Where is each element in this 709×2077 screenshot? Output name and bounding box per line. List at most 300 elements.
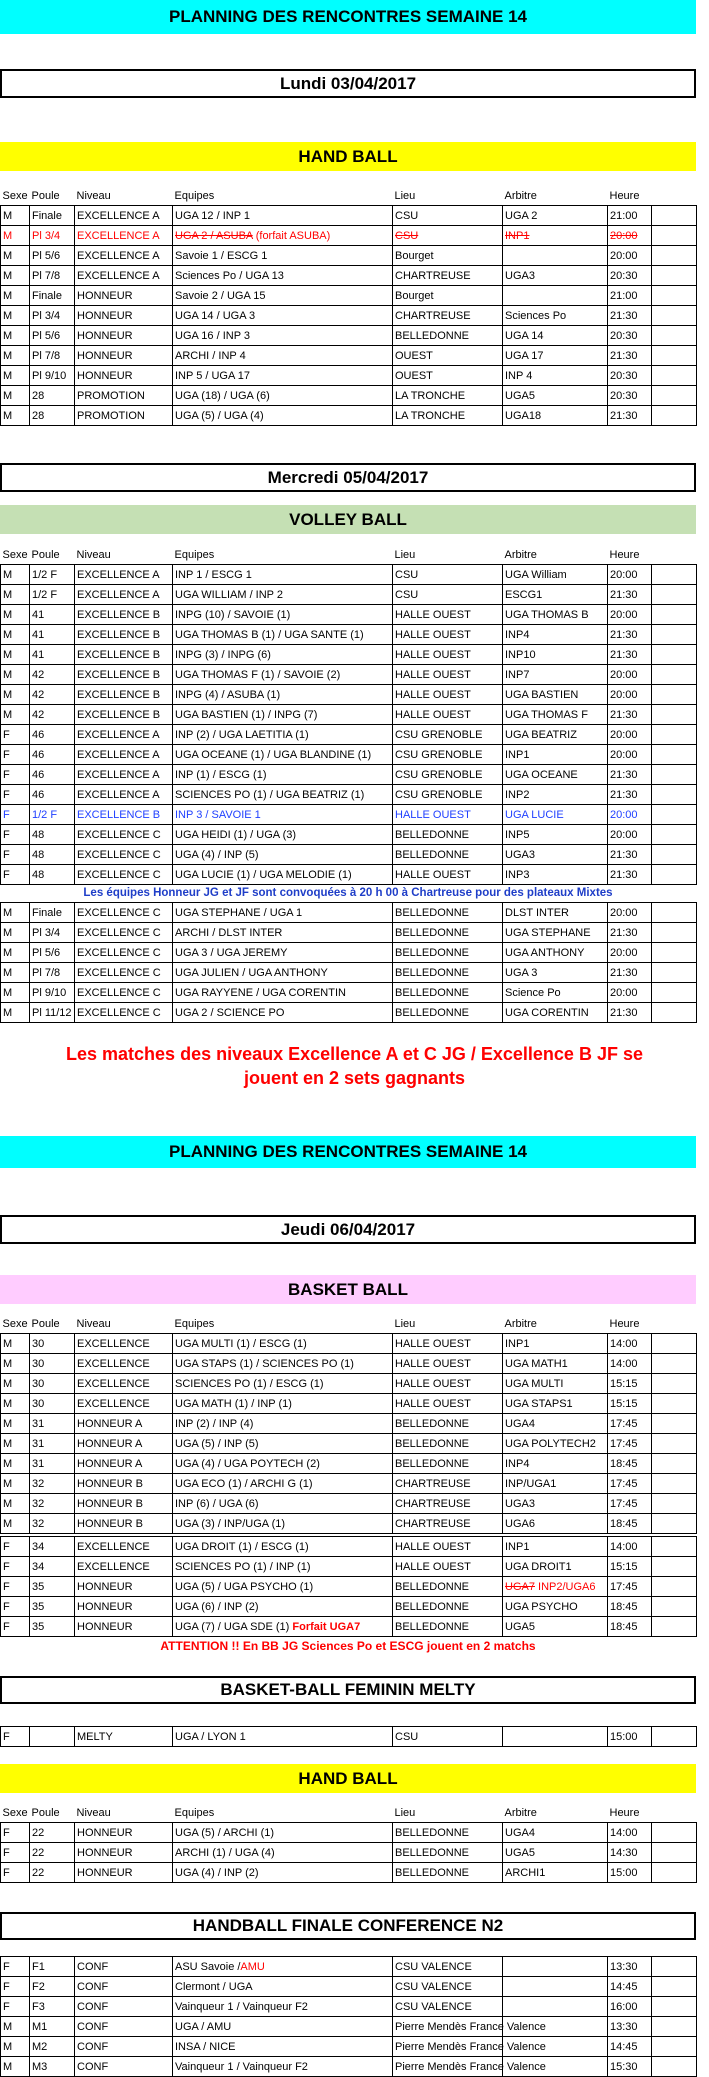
arbitre-cell: [503, 1997, 608, 2017]
sexe-cell: M: [1, 246, 30, 266]
equipes-cell: ASU Savoie /AMU: [173, 1957, 393, 1977]
poule-cell: 42: [30, 685, 75, 705]
spacer-cell: [652, 1727, 697, 1747]
planning-header-2: PLANNING DES RENCONTRES SEMAINE 14: [0, 1136, 696, 1168]
poule-cell: 35: [30, 1577, 75, 1597]
poule-cell: 35: [30, 1597, 75, 1617]
niveau-cell: EXCELLENCE A: [75, 765, 173, 785]
heure-cell: 21:30: [608, 785, 652, 805]
niveau-cell: EXCELLENCE C: [75, 923, 173, 943]
heure-cell: 21:30: [608, 865, 652, 885]
lieu-cell: Pierre Mendès France Valence: [393, 2017, 503, 2037]
niveau-cell: CONF: [75, 2057, 173, 2077]
spacer-cell: [652, 286, 697, 306]
equipes-cell: SCIENCES PO (1) / INP (1): [173, 1557, 393, 1577]
poule-cell: 30: [30, 1394, 75, 1414]
sport-header-volleyball: VOLLEY BALL: [0, 505, 696, 534]
sexe-cell: M: [1, 1354, 30, 1374]
equipes-cell: INP 1 / ESCG 1: [173, 565, 393, 585]
table-row: [1, 1003, 697, 1023]
equipes-cell: UGA (7) / UGA SDE (1) Forfait UGA7: [173, 1617, 393, 1637]
poule-cell: 28: [30, 386, 75, 406]
niveau-cell: EXCELLENCE A: [75, 266, 173, 286]
equipes-cell: UGA HEIDI (1) / UGA (3): [173, 825, 393, 845]
niveau-cell: EXCELLENCE C: [75, 983, 173, 1003]
sexe-cell: F: [1, 1617, 30, 1637]
equipes-cell: UGA RAYYENE / UGA CORENTIN: [173, 983, 393, 1003]
sexe-cell: F: [1, 1863, 30, 1883]
lieu-cell: HALLE OUEST: [393, 1557, 503, 1577]
spacer-cell: [652, 366, 697, 386]
lieu-cell: BELLEDONNE: [393, 923, 503, 943]
sexe-cell: M: [1, 2017, 30, 2037]
niveau-cell: HONNEUR A: [75, 1454, 173, 1474]
poule-cell: 22: [30, 1823, 75, 1843]
spacer-cell: [652, 845, 697, 865]
lieu-cell: BELLEDONNE: [393, 1434, 503, 1454]
heure-cell: 17:45: [608, 1434, 652, 1454]
lieu-cell: HALLE OUEST: [393, 705, 503, 725]
table-row: [1, 1977, 697, 1997]
sexe-cell: M: [1, 685, 30, 705]
lieu-cell: CSU: [393, 565, 503, 585]
heure-cell: 21:30: [608, 963, 652, 983]
spacer-cell: [652, 903, 697, 923]
column-header: Niveau: [76, 1318, 111, 1330]
poule-cell: F1: [30, 1957, 75, 1977]
sexe-cell: F: [1, 845, 30, 865]
arbitre-cell: UGA BEATRIZ: [503, 725, 608, 745]
equipes-cell: UGA (3) / INP/UGA (1): [173, 1514, 393, 1534]
spacer-cell: [652, 923, 697, 943]
poule-cell: M2: [30, 2037, 75, 2057]
lieu-cell: BELLEDONNE: [393, 1414, 503, 1434]
niveau-cell: EXCELLENCE A: [75, 565, 173, 585]
arbitre-cell: [503, 1727, 608, 1747]
poule-cell: Pl 7/8: [30, 266, 75, 286]
arbitre-cell: UGA OCEANE: [503, 765, 608, 785]
niveau-cell: HONNEUR B: [75, 1514, 173, 1534]
table-row: [1, 1957, 697, 1977]
niveau-cell: CONF: [75, 2037, 173, 2057]
poule-cell: 31: [30, 1434, 75, 1454]
lieu-cell: CSU GRENOBLE: [393, 785, 503, 805]
niveau-cell: HONNEUR B: [75, 1474, 173, 1494]
sexe-cell: M: [1, 1514, 30, 1534]
column-header: Lieu: [394, 1318, 416, 1330]
heure-cell: 21:30: [608, 765, 652, 785]
table-row: [1, 1617, 697, 1637]
table-row: [1, 1414, 697, 1434]
poule-cell: 1/2 F: [30, 565, 75, 585]
lieu-cell: CSU VALENCE: [393, 1957, 503, 1977]
arbitre-cell: UGA 3: [503, 963, 608, 983]
poule-cell: 30: [30, 1354, 75, 1374]
sexe-cell: M: [1, 366, 30, 386]
arbitre-cell: INP 4: [503, 366, 608, 386]
lieu-cell: HALLE OUEST: [393, 1394, 503, 1414]
heure-cell: 15:15: [608, 1394, 652, 1414]
arbitre-cell: INP4: [503, 1454, 608, 1474]
equipes-cell: ARCHI / DLST INTER: [173, 923, 393, 943]
table-row: [1, 406, 697, 426]
equipes-cell: INP 3 / SAVOIE 1: [173, 805, 393, 825]
sexe-cell: M: [1, 1334, 30, 1354]
table-row: [1, 1434, 697, 1454]
arbitre-cell: INP3: [503, 865, 608, 885]
sexe-cell: F: [1, 1997, 30, 2017]
equipes-cell: UGA THOMAS B (1) / UGA SANTE (1): [173, 625, 393, 645]
niveau-cell: HONNEUR: [75, 1823, 173, 1843]
sexe-cell: F: [1, 1577, 30, 1597]
poule-cell: 32: [30, 1494, 75, 1514]
day-header-jeudi: Jeudi 06/04/2017: [0, 1215, 696, 1244]
sexe-cell: M: [1, 923, 30, 943]
equipes-cell: ARCHI (1) / UGA (4): [173, 1843, 393, 1863]
table-row: [1, 705, 697, 725]
day-header-lundi: Lundi 03/04/2017: [0, 69, 696, 98]
poule-cell: F2: [30, 1977, 75, 1997]
column-header: Sexe: [2, 1318, 28, 1330]
spacer-cell: [652, 1577, 697, 1597]
heure-cell: 20:00: [608, 685, 652, 705]
heure-cell: 18:45: [608, 1597, 652, 1617]
heure-cell: 21:30: [608, 645, 652, 665]
poule-cell: 46: [30, 725, 75, 745]
column-header: Niveau: [76, 549, 111, 561]
table-row: [1, 1537, 697, 1557]
sexe-cell: M: [1, 585, 30, 605]
niveau-cell: EXCELLENCE B: [75, 645, 173, 665]
poule-cell: F3: [30, 1997, 75, 2017]
lieu-cell: Pierre Mendès France Valence: [393, 2057, 503, 2077]
heure-cell: 14:00: [608, 1823, 652, 1843]
heure-cell: 21:30: [608, 1003, 652, 1023]
lieu-cell: BELLEDONNE: [393, 1454, 503, 1474]
arbitre-cell: UGA POLYTECH2: [503, 1434, 608, 1454]
arbitre-cell: UGA5: [503, 386, 608, 406]
spacer-cell: [652, 1843, 697, 1863]
lieu-cell: BELLEDONNE: [393, 1577, 503, 1597]
poule-cell: 22: [30, 1843, 75, 1863]
poule-cell: 32: [30, 1514, 75, 1534]
niveau-cell: EXCELLENCE B: [75, 805, 173, 825]
sexe-cell: M: [1, 983, 30, 1003]
sport-header-basketball: BASKET BALL: [0, 1275, 696, 1304]
sexe-cell: M: [1, 1474, 30, 1494]
equipes-cell: Sciences Po / UGA 13: [173, 266, 393, 286]
sexe-cell: M: [1, 1454, 30, 1474]
equipes-cell: UGA THOMAS F (1) / SAVOIE (2): [173, 665, 393, 685]
lieu-cell: BELLEDONNE: [393, 825, 503, 845]
spacer-cell: [652, 805, 697, 825]
equipes-cell: Vainqueur 1 / Vainqueur F2: [173, 1997, 393, 2017]
sexe-cell: F: [1, 1843, 30, 1863]
heure-cell: 17:45: [608, 1577, 652, 1597]
arbitre-cell: ARCHI1: [503, 1863, 608, 1883]
forfait-uga7-note: Forfait UGA7: [292, 1620, 361, 1633]
lieu-cell: Pierre Mendès France Valence: [393, 2037, 503, 2057]
arbitre-cell: UGA 14: [503, 326, 608, 346]
niveau-cell: EXCELLENCE A: [75, 725, 173, 745]
table-row: [1, 685, 697, 705]
equipes-cell: SCIENCES PO (1) / ESCG (1): [173, 1374, 393, 1394]
equipes-cell: INP (1) / ESCG (1): [173, 765, 393, 785]
lieu-cell: CHARTREUSE: [393, 1474, 503, 1494]
lieu-cell: OUEST: [393, 366, 503, 386]
table-row: [1, 725, 697, 745]
sexe-cell: F: [1, 785, 30, 805]
forfait-note: (forfait ASUBA): [255, 229, 331, 242]
lieu-cell: HALLE OUEST: [393, 805, 503, 825]
equipes-cell: UGA BASTIEN (1) / INPG (7): [173, 705, 393, 725]
heure-cell: 21:30: [608, 346, 652, 366]
table-row: [1, 903, 697, 923]
column-header: Arbitre: [504, 549, 537, 561]
heure-cell: 15:00: [608, 1863, 652, 1883]
lieu-cell: BELLEDONNE: [393, 845, 503, 865]
spacer-cell: [652, 2017, 697, 2037]
heure-cell: 20:00: [608, 805, 652, 825]
table-row: [1, 1997, 697, 2017]
sexe-cell: M: [1, 1374, 30, 1394]
lieu-cell: CHARTREUSE: [393, 1494, 503, 1514]
arbitre-cell: UGA6: [503, 1514, 608, 1534]
poule-cell: 31: [30, 1454, 75, 1474]
arbitre-cell: UGA William: [503, 565, 608, 585]
poule-cell: 46: [30, 745, 75, 765]
heure-cell: 14:00: [608, 1334, 652, 1354]
volley-table-2: [0, 902, 697, 1023]
sexe-cell: M: [1, 705, 30, 725]
arbitre-cell: INP1: [503, 1537, 608, 1557]
arbitre-cell: UGA ANTHONY: [503, 943, 608, 963]
lieu-cell: CSU VALENCE: [393, 1997, 503, 2017]
table-row: [1, 266, 697, 286]
spacer-cell: [652, 685, 697, 705]
niveau-cell: EXCELLENCE C: [75, 963, 173, 983]
spacer-cell: [652, 326, 697, 346]
table-row: [1, 765, 697, 785]
equipes-cell: UGA ECO (1) / ARCHI G (1): [173, 1474, 393, 1494]
poule-cell: 48: [30, 865, 75, 885]
heure-cell: 20:00: [608, 943, 652, 963]
sexe-cell: F: [1, 765, 30, 785]
table-row: [1, 1597, 697, 1617]
niveau-cell: EXCELLENCE B: [75, 625, 173, 645]
table-row: [1, 2037, 697, 2057]
poule-cell: 41: [30, 625, 75, 645]
table-row: [1, 923, 697, 943]
niveau-cell: HONNEUR: [75, 306, 173, 326]
column-header: Equipes: [174, 549, 215, 561]
sexe-cell: M: [1, 2057, 30, 2077]
equipes-cell: UGA 3 / UGA JEREMY: [173, 943, 393, 963]
poule-cell: 30: [30, 1334, 75, 1354]
melty-table: [0, 1726, 697, 1747]
niveau-cell: HONNEUR: [75, 1597, 173, 1617]
equipes-cell: UGA WILLIAM / INP 2: [173, 585, 393, 605]
poule-cell: Pl 9/10: [30, 366, 75, 386]
table-row: [1, 585, 697, 605]
table-row: [1, 226, 697, 246]
column-header: Heure: [609, 549, 640, 561]
table-row: [1, 865, 697, 885]
column-header: Niveau: [76, 1807, 111, 1819]
spacer-cell: [652, 386, 697, 406]
column-header: Sexe: [2, 1807, 28, 1819]
arbitre-cell: [503, 1977, 608, 1997]
column-header: Arbitre: [504, 1318, 537, 1330]
spacer-cell: [652, 1394, 697, 1414]
equipes-cell: UGA OCEANE (1) / UGA BLANDINE (1): [173, 745, 393, 765]
sexe-cell: M: [1, 963, 30, 983]
sport-header-handball-2: HAND BALL: [0, 1764, 696, 1793]
poule-cell: Pl 3/4: [30, 226, 75, 246]
lieu-cell: CHARTREUSE: [393, 266, 503, 286]
lieu-cell: BELLEDONNE: [393, 326, 503, 346]
table-row: [1, 805, 697, 825]
poule-cell: 48: [30, 825, 75, 845]
heure-cell: 18:45: [608, 1514, 652, 1534]
heure-cell: 21:30: [608, 705, 652, 725]
equipes-cell: UGA (5) / UGA (4): [173, 406, 393, 426]
equipes-cell: INP (2) / INP (4): [173, 1414, 393, 1434]
table-row: [1, 1454, 697, 1474]
heure-cell: 21:30: [608, 845, 652, 865]
arbitre-cell: UGA DROIT1: [503, 1557, 608, 1577]
arbitre-cell: UGA3: [503, 845, 608, 865]
poule-cell: 34: [30, 1537, 75, 1557]
spacer-cell: [652, 943, 697, 963]
poule-cell: Finale: [30, 206, 75, 226]
lieu-cell: BELLEDONNE: [393, 1863, 503, 1883]
niveau-cell: HONNEUR: [75, 346, 173, 366]
spacer-cell: [652, 1557, 697, 1577]
poule-cell: Pl 7/8: [30, 346, 75, 366]
sexe-cell: M: [1, 1434, 30, 1454]
niveau-cell: EXCELLENCE B: [75, 705, 173, 725]
heure-cell: 14:45: [608, 1977, 652, 1997]
poule-cell: Finale: [30, 903, 75, 923]
niveau-cell: EXCELLENCE: [75, 1334, 173, 1354]
sexe-cell: M: [1, 226, 30, 246]
arbitre-cell: UGA THOMAS B: [503, 605, 608, 625]
table-row: [1, 1334, 697, 1354]
spacer-cell: [652, 1823, 697, 1843]
equipes-cell: INP (2) / UGA LAETITIA (1): [173, 725, 393, 745]
niveau-cell: EXCELLENCE C: [75, 943, 173, 963]
arbitre-cell: UGA MULTI: [503, 1374, 608, 1394]
arbitre-cell: [503, 246, 608, 266]
spacer-cell: [652, 725, 697, 745]
poule-cell: 28: [30, 406, 75, 426]
equipes-cell: Vainqueur 1 / Vainqueur F2: [173, 2057, 393, 2077]
arbitre-cell: INP5: [503, 825, 608, 845]
niveau-cell: HONNEUR A: [75, 1434, 173, 1454]
final-table: [0, 1956, 697, 2077]
heure-cell: 20:00: [608, 983, 652, 1003]
spacer-cell: [652, 1597, 697, 1617]
arbitre-replacement: INP2/UGA6: [538, 1580, 596, 1593]
niveau-cell: EXCELLENCE C: [75, 1003, 173, 1023]
niveau-cell: EXCELLENCE: [75, 1537, 173, 1557]
spacer-cell: [652, 1374, 697, 1394]
sexe-cell: M: [1, 406, 30, 426]
niveau-cell: CONF: [75, 1957, 173, 1977]
spacer-cell: [652, 226, 697, 246]
column-header: Lieu: [394, 1807, 416, 1819]
arbitre-cell: UGA4: [503, 1414, 608, 1434]
heure-cell: 20:00: [608, 745, 652, 765]
heure-cell: 15:30: [608, 2057, 652, 2077]
lieu-cell: LA TRONCHE: [393, 386, 503, 406]
sexe-cell: M: [1, 565, 30, 585]
niveau-cell: EXCELLENCE A: [75, 226, 173, 246]
spacer-cell: [652, 1454, 697, 1474]
arbitre-cell: Sciences Po: [503, 306, 608, 326]
heure-cell: 16:00: [608, 1997, 652, 2017]
equipes-cell: UGA 2 / SCIENCE PO: [173, 1003, 393, 1023]
equipes-cell: UGA 14 / UGA 3: [173, 306, 393, 326]
heure-cell: 21:00: [608, 206, 652, 226]
poule-cell: Pl 5/6: [30, 943, 75, 963]
poule-cell: 31: [30, 1414, 75, 1434]
heure-cell: 21:00: [608, 286, 652, 306]
lieu-cell: BELLEDONNE: [393, 963, 503, 983]
spacer-cell: [652, 963, 697, 983]
arbitre-cell: UGA 17: [503, 346, 608, 366]
equipes-cell: UGA (4) / INP (5): [173, 845, 393, 865]
sexe-cell: M: [1, 306, 30, 326]
heure-cell: 20:00: [608, 725, 652, 745]
niveau-cell: EXCELLENCE A: [75, 785, 173, 805]
equipes-cell: UGA / LYON 1: [173, 1727, 393, 1747]
spacer-cell: [652, 625, 697, 645]
heure-cell: 14:30: [608, 1843, 652, 1863]
equipes-cell: UGA (4) / UGA POYTECH (2): [173, 1454, 393, 1474]
lieu-cell: HALLE OUEST: [393, 865, 503, 885]
arbitre-cell: INP7: [503, 665, 608, 685]
sexe-cell: F: [1, 1537, 30, 1557]
table-row: [1, 1374, 697, 1394]
arbitre-cell: UGA PSYCHO: [503, 1597, 608, 1617]
lieu-cell: CSU: [393, 585, 503, 605]
arbitre-cell: UGA CORENTIN: [503, 1003, 608, 1023]
lieu-cell: CSU GRENOBLE: [393, 745, 503, 765]
heure-cell: 13:30: [608, 1957, 652, 1977]
column-header-row: [1, 1315, 697, 1334]
lieu-cell: CSU VALENCE: [393, 1977, 503, 1997]
niveau-cell: EXCELLENCE B: [75, 685, 173, 705]
sexe-cell: F: [1, 1957, 30, 1977]
heure-cell: 17:45: [608, 1474, 652, 1494]
poule-cell: Pl 5/6: [30, 246, 75, 266]
spacer-cell: [652, 406, 697, 426]
lieu-cell: CHARTREUSE: [393, 306, 503, 326]
spacer-cell: [652, 266, 697, 286]
sexe-cell: F: [1, 725, 30, 745]
column-header: Poule: [31, 549, 60, 561]
sexe-cell: M: [1, 903, 30, 923]
sexe-cell: M: [1, 665, 30, 685]
poule-cell: 34: [30, 1557, 75, 1577]
spacer-cell: [652, 1434, 697, 1454]
column-header: Sexe: [2, 190, 28, 202]
poule-cell: 41: [30, 645, 75, 665]
column-header-row: [1, 187, 697, 206]
table-row: [1, 625, 697, 645]
